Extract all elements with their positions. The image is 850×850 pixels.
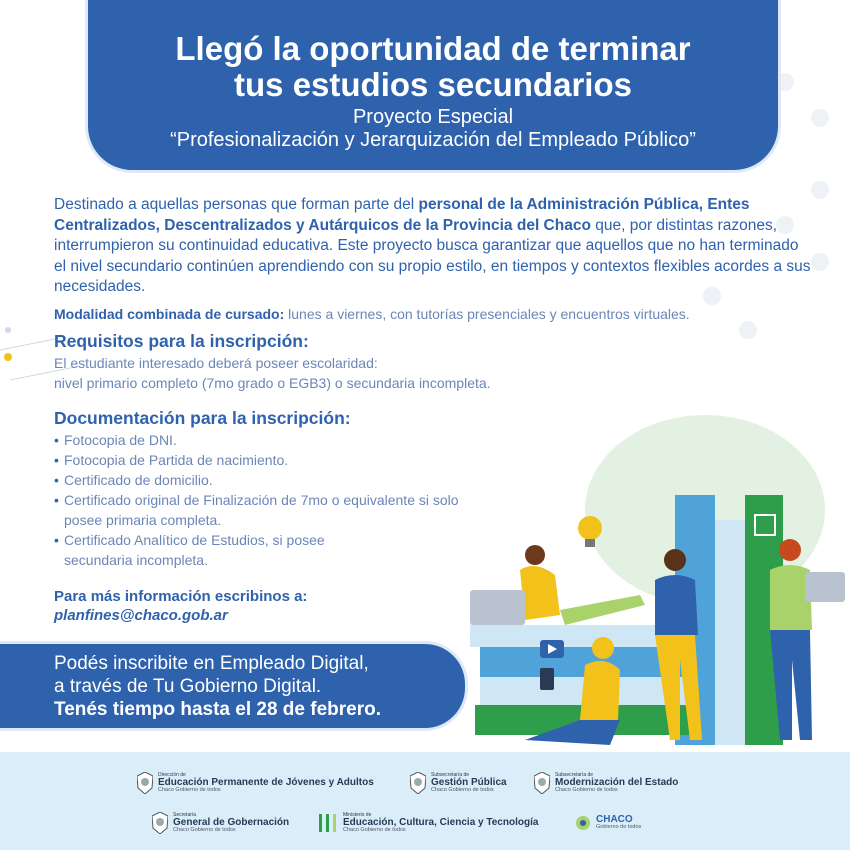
requisitos-line1: El estudiante interesado deberá poseer escolaridad:: [54, 355, 378, 371]
intro-paragraph: [54, 195, 814, 298]
logo-main: Modernización del Estado: [555, 776, 679, 788]
requisitos-text: [54, 353, 491, 393]
list-item: • Fotocopia de Partida de nacimiento.: [54, 450, 494, 470]
list-item: • Certificado de domicilio.: [54, 470, 494, 490]
list-item: • Certificado original de Finalización de 7mo o equivalente si solo posee primaria completa.: [54, 490, 484, 530]
page-title-line1: Llegó la oportunidad de terminar: [175, 30, 691, 67]
list-item: • Fotocopia de DNI.: [54, 430, 494, 450]
logo-small: Ministerio de: [343, 811, 372, 818]
lightbulb-icon: [578, 516, 602, 540]
logo-sub: Gobierno de todos: [596, 824, 642, 831]
chaco-emblem-icon: [575, 812, 591, 834]
laptop-icon: [470, 590, 525, 625]
intro-text-start: Destinado a aquellas personas que forman parte del: [54, 196, 419, 213]
logo-chaco: [575, 812, 641, 834]
requisitos-line2: nivel primario completo (7mo grado o EGB3) o secundaria incompleta.: [54, 375, 491, 391]
logo-sub: Chaco Gobierno de todos: [173, 826, 236, 833]
page-title-line2: tus estudios secundarios: [234, 66, 632, 103]
logo-modernizacion: [534, 772, 678, 794]
ministry-bars-icon: [318, 812, 338, 834]
footer-logos: [0, 752, 850, 850]
documentacion-title: Documentación para la inscripción:: [54, 408, 351, 428]
book-light: [715, 520, 745, 745]
logo-sub: Chaco Gobierno de todos: [158, 786, 221, 793]
coat-of-arms-icon: [152, 812, 168, 834]
header-banner: [88, 0, 778, 170]
laptop-icon-2: [805, 572, 845, 602]
intro-text-bold: personal de la Administración Pública, Entes Centralizados, Descentralizados y Autárquicos de la Provincia del Chaco: [54, 196, 750, 234]
coat-of-arms-icon: [137, 772, 153, 794]
phone-icon: [540, 668, 554, 690]
cta-line3-deadline: Tenés tiempo hasta el 28 de febrero.: [54, 699, 381, 720]
coat-of-arms-icon: [534, 772, 550, 794]
modalidad-line: [54, 305, 814, 323]
logo-sub: Chaco Gobierno de todos: [431, 786, 494, 793]
intro-text-end: que, por distintas razones, interrumpieron su continuidad educativa. Este proyecto busca garantizar que aquellos que no han terminado el nivel secundario continúen aprendiendo con su propio estilo, en tiempos y contextos flexibles acordes a sus necesidades.: [54, 216, 811, 295]
project-label: Proyecto Especial: [352, 106, 514, 128]
contact-email-link[interactable]: planfines@chaco.gob.ar: [54, 607, 228, 624]
logo-main: Educación, Cultura, Ciencia y Tecnología: [343, 816, 539, 828]
cta-line2: a través de Tu Gobierno Digital.: [54, 676, 322, 697]
contact-label: Para más información escribinos a:: [54, 588, 308, 605]
students-illustration: [440, 420, 850, 750]
logo-small: Subsecretaría de: [555, 771, 594, 778]
logo-small: Secretaría: [173, 811, 197, 818]
logo-ministerio-educacion: [318, 812, 538, 834]
logo-small: Subsecretaría de: [431, 771, 470, 778]
logo-sub: Chaco Gobierno de todos: [555, 786, 618, 793]
logo-main: CHACO: [596, 814, 633, 826]
project-name: “Profesionalización y Jerarquización del Empleado Público”: [170, 129, 696, 151]
list-item: • Certificado Analítico de Estudios, si posee secundaria incompleta.: [54, 530, 374, 570]
logo-secretaria-general: [152, 812, 289, 834]
book-stack-2: [480, 647, 680, 677]
logo-main: Gestión Pública: [431, 776, 507, 788]
documentacion-list: [54, 430, 494, 570]
logo-educacion-permanente: [137, 772, 374, 794]
logo-sub: Chaco Gobierno de todos: [343, 826, 406, 833]
book-stack-1: [470, 625, 680, 647]
logo-gestion-publica: [410, 772, 507, 794]
cta-banner: [0, 644, 465, 728]
logo-main: General de Gobernación: [173, 816, 290, 828]
modalidad-value: lunes a viernes, con tutorías presenciales y encuentros virtuales.: [284, 306, 690, 322]
modalidad-label: Modalidad combinada de cursado:: [54, 306, 285, 322]
requisitos-title: Requisitos para la inscripción:: [54, 331, 309, 351]
logo-main: Educación Permanente de Jóvenes y Adultos: [158, 776, 374, 788]
cta-line1: Podés inscribite en Empleado Digital,: [54, 653, 369, 674]
coat-of-arms-icon: [410, 772, 426, 794]
logo-small: Dirección de: [158, 771, 186, 778]
